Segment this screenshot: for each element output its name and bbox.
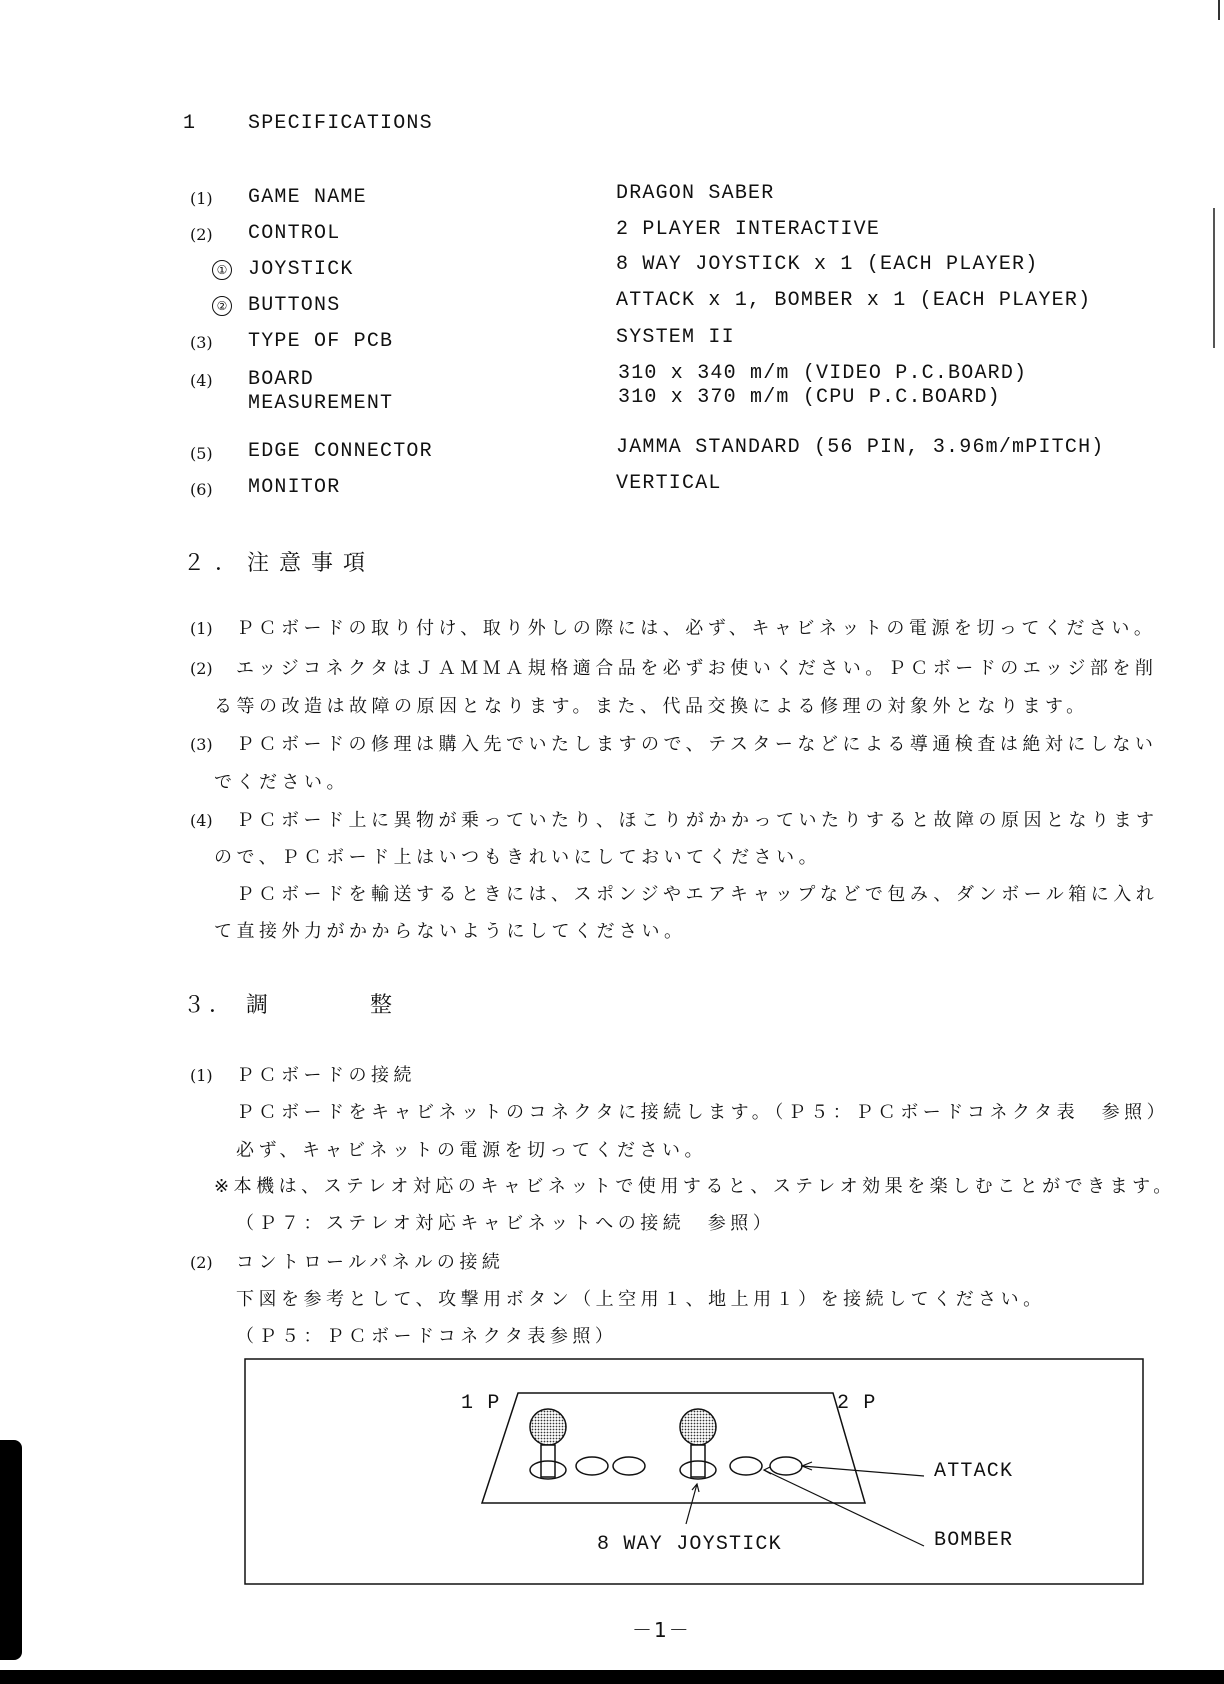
spec-label: BUTTONS xyxy=(248,294,341,317)
spec-num: ① xyxy=(212,259,232,280)
spec-value: 310 x 340 m/m (VIDEO P.C.BOARD) xyxy=(618,362,1028,385)
button-1p-1 xyxy=(576,1457,608,1475)
list-item: る等の改造は故障の原因となります。また、代品交換による修理の対象外となります。 xyxy=(214,696,1089,717)
list-number: (2) xyxy=(190,659,213,678)
section-number: 1 xyxy=(183,112,197,135)
label-2p: 2 P xyxy=(837,1392,877,1415)
list-item: ＰＣボードの修理は購入先でいたしますので、テスターなどによる導通検査は絶対にしない xyxy=(236,734,1158,755)
button-2p-bomber xyxy=(730,1457,762,1475)
spec-value: 310 x 370 m/m (CPU P.C.BOARD) xyxy=(618,386,1001,409)
spec-value: SYSTEM II xyxy=(616,326,735,349)
label-bomber: BOMBER xyxy=(934,1529,1014,1552)
spec-label: TYPE OF PCB xyxy=(248,330,394,353)
section-heading: 調 xyxy=(246,993,279,1018)
label-attack: ATTACK xyxy=(934,1460,1014,1483)
list-item: でください。 xyxy=(214,772,349,793)
spec-value: ATTACK x 1, BOMBER x 1 (EACH PLAYER) xyxy=(616,289,1092,312)
button-1p-2 xyxy=(613,1457,645,1475)
list-title: コントロールパネルの接続 xyxy=(236,1252,505,1273)
list-number: (2) xyxy=(190,1253,213,1272)
spec-num: (1) xyxy=(190,189,213,208)
spec-num: ② xyxy=(212,295,232,316)
section-title: SPECIFICATIONS xyxy=(248,112,433,135)
spec-label: MEASUREMENT xyxy=(248,392,394,415)
label-1p: 1 P xyxy=(461,1392,501,1415)
list-item: 下図を参考として、攻撃用ボタン（上空用１、地上用１）を接続してください。 xyxy=(236,1289,1046,1310)
spec-label: BOARD xyxy=(248,368,315,391)
scan-bottom-edge xyxy=(0,1670,1224,1684)
spec-num: (6) xyxy=(190,480,213,499)
spec-value: DRAGON SABER xyxy=(616,182,775,205)
scan-edge-mark xyxy=(1213,208,1215,348)
list-title: ＰＣボードの接続 xyxy=(236,1065,416,1086)
spec-value: JAMMA STANDARD (56 PIN, 3.96m/mPITCH) xyxy=(616,436,1105,459)
list-item: ＰＣボードを輸送するときには、スポンジやエアキャップなどで包み、ダンボール箱に入れ xyxy=(236,884,1159,905)
attack-leader-line xyxy=(802,1466,924,1476)
list-item: （Ｐ７：ステレオ対応キャビネットへの接続 参照） xyxy=(236,1213,776,1234)
spec-num: (4) xyxy=(190,371,213,390)
spec-label: GAME NAME xyxy=(248,186,367,209)
bomber-leader-line xyxy=(764,1470,924,1546)
control-panel-outline xyxy=(482,1393,865,1503)
list-item: ＰＣボードをキャビネットのコネクタに接続します。（Ｐ５：ＰＣボードコネクタ表 参照） xyxy=(236,1102,1170,1123)
list-item: ので、ＰＣボード上はいつもきれいにしておいてください。 xyxy=(214,847,822,868)
spec-value: VERTICAL xyxy=(616,472,722,495)
list-item: ※本機は、ステレオ対応のキャビネットで使用すると、ステレオ効果を楽しむことができます。 xyxy=(214,1176,1176,1197)
list-item: エッジコネクタはＪＡＭＭＡ規格適合品を必ずお使いください。ＰＣボードのエッジ部を削 xyxy=(236,658,1158,679)
page-number: －1－ xyxy=(632,1618,691,1642)
spec-label: CONTROL xyxy=(248,222,341,245)
list-item: （Ｐ５：ＰＣボードコネクタ表参照） xyxy=(236,1326,618,1347)
joystick-ball-2p xyxy=(680,1409,716,1445)
list-number: (3) xyxy=(190,735,213,754)
section-heading: 整 xyxy=(370,993,403,1018)
scan-edge-mark xyxy=(0,1440,22,1660)
list-number: (1) xyxy=(190,1066,213,1085)
scan-edge-mark xyxy=(1218,0,1220,20)
spec-num: (5) xyxy=(190,444,213,463)
list-item: 必ず、キャビネットの電源を切ってください。 xyxy=(236,1140,708,1161)
spec-num: (2) xyxy=(190,225,213,244)
button-2p-attack xyxy=(770,1457,802,1475)
spec-value: 8 WAY JOYSTICK x 1 (EACH PLAYER) xyxy=(616,253,1039,276)
spec-label: JOYSTICK xyxy=(248,258,354,281)
spec-num: (3) xyxy=(190,333,213,352)
list-number: (1) xyxy=(190,619,213,638)
list-item: ＰＣボード上に異物が乗っていたり、ほこりがかかっていたりすると故障の原因となります xyxy=(236,810,1159,831)
label-joystick: 8 WAY JOYSTICK xyxy=(597,1533,782,1556)
list-number: (4) xyxy=(190,811,213,830)
list-item: て直接外力がかからないようにしてください。 xyxy=(214,921,687,942)
joystick-ball-1p xyxy=(530,1409,566,1445)
section-heading-number: ３． xyxy=(183,993,236,1018)
spec-value: 2 PLAYER INTERACTIVE xyxy=(616,218,881,241)
joystick-leader-line xyxy=(686,1484,697,1524)
section-heading: ２．注意事項 xyxy=(183,551,376,576)
spec-label: MONITOR xyxy=(248,476,341,499)
list-item: ＰＣボードの取り付け、取り外しの際には、必ず、キャビネットの電源を切ってください。 xyxy=(236,618,1157,639)
spec-label: EDGE CONNECTOR xyxy=(248,440,433,463)
